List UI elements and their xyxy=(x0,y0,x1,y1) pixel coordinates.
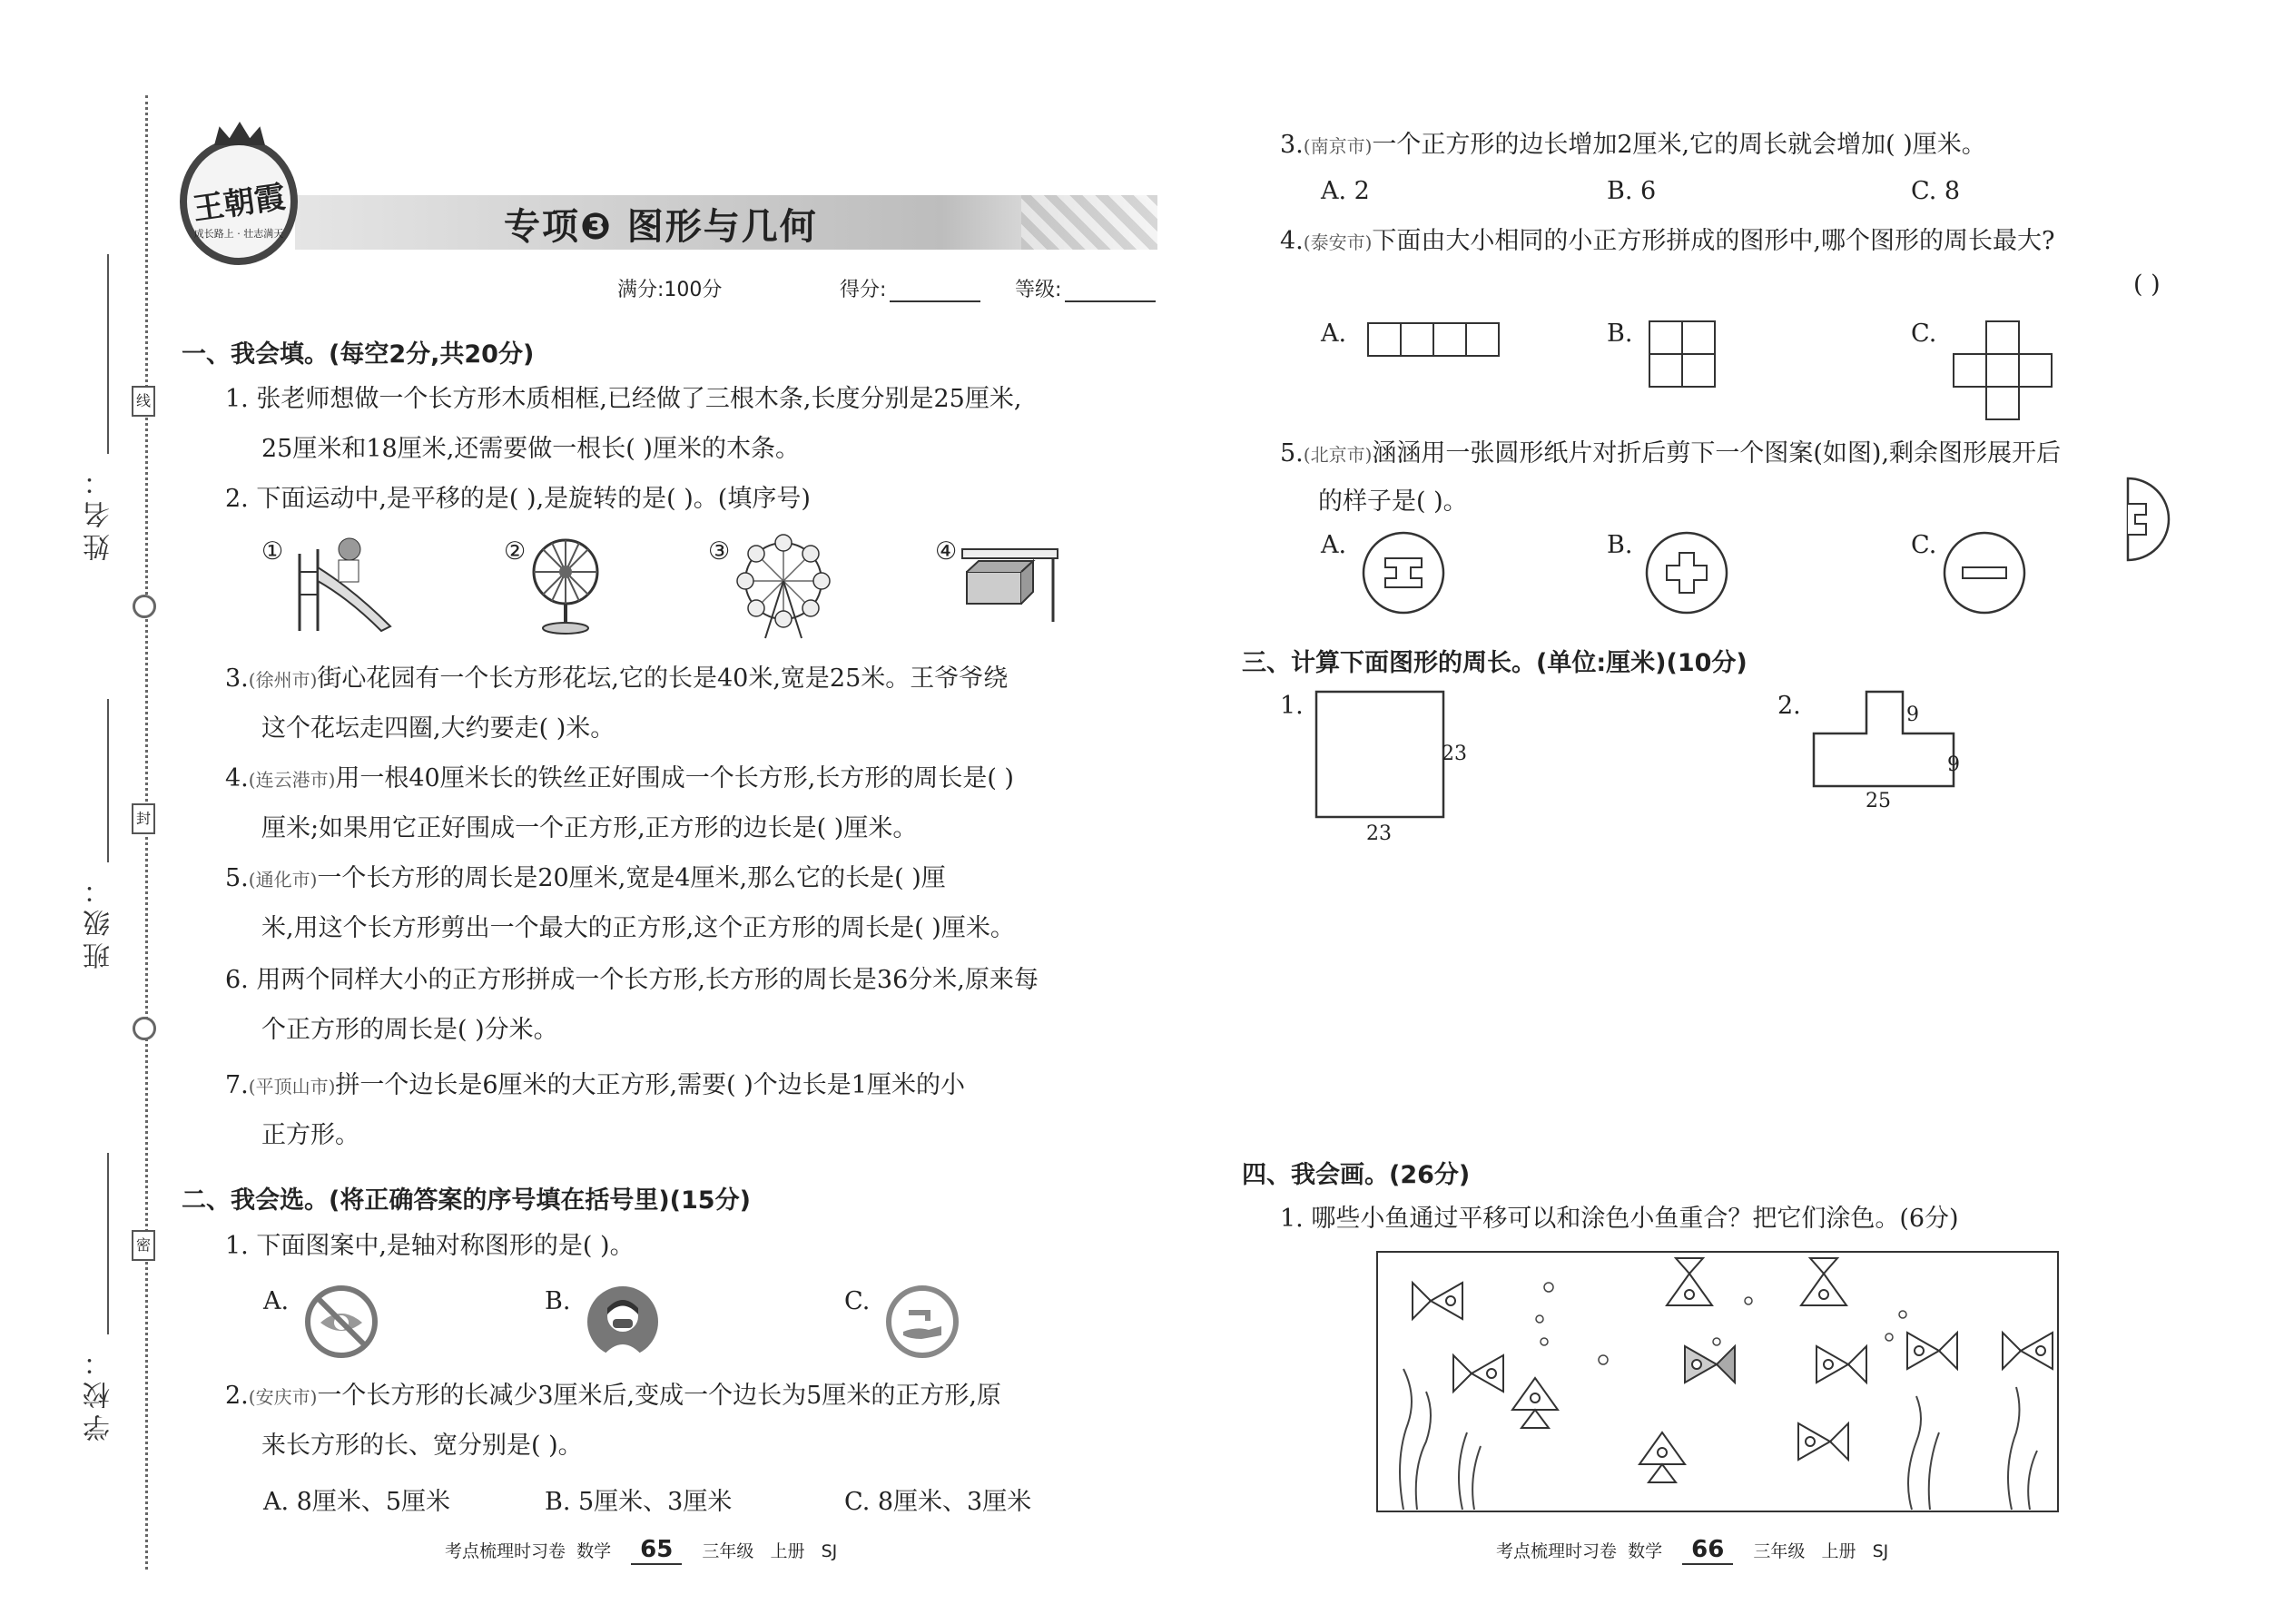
s2-q4-option-c: C. xyxy=(1911,320,1937,348)
s2-q5-option-b: B. xyxy=(1607,531,1633,559)
school-label: 学校： xyxy=(84,1343,115,1442)
name-blank xyxy=(107,254,109,454)
s2-q2-option-c: C. 8厘米、3厘米 xyxy=(844,1488,1032,1516)
t-shape-figure xyxy=(1812,690,1959,790)
s1-q1-line2: 25厘米和18厘米,还需要做一根长( )厘米的木条。 xyxy=(261,435,800,463)
s3-figure-2-number: 2. xyxy=(1777,692,1801,720)
s1-q2: 2. 下面运动中,是平移的是( ),是旋转的是( )。(填序号) xyxy=(225,485,811,513)
s1-q3-line2: 这个花坛走四圈,大约要走( )米。 xyxy=(261,714,615,743)
s1-q4-line1: 4.(连云港市)用一根40厘米长的铁丝正好围成一个长方形,长方形的周长是( ) xyxy=(225,764,1014,792)
class-label: 班级： xyxy=(84,871,115,969)
school-blank xyxy=(107,1153,109,1334)
square-figure xyxy=(1314,690,1449,819)
s2-q4: 4.(泰安市)下面由大小相同的小正方形拼成的图形中,哪个图形的周长最大? xyxy=(1280,227,2055,255)
s2-q4-answer-paren: ( ) xyxy=(2133,271,2161,299)
section-1-title: 一、我会填。(每空2分,共20分) xyxy=(182,340,535,369)
s2-q5-option-c: C. xyxy=(1911,531,1937,559)
s1-q7-line2: 正方形。 xyxy=(261,1121,359,1149)
s2-q3-option-b: B. 6 xyxy=(1607,177,1657,205)
square-bottom-label: 23 xyxy=(1366,822,1392,845)
s1-q7-line1: 7.(平顶山市)拼一个边长是6厘米的大正方形,需要( )个边长是1厘米的小 xyxy=(225,1071,965,1099)
slide-picture xyxy=(281,536,399,635)
s2-q1-option-c: C. xyxy=(844,1287,871,1315)
drawer-picture xyxy=(953,536,1062,626)
s2-q3-option-a: A. 2 xyxy=(1321,177,1370,205)
four-squares-row-figure xyxy=(1366,321,1501,358)
s1-q4-line2: 厘米;如果用它正好围成一个正方形,正方形的边长是( )厘米。 xyxy=(261,814,918,842)
hand-wash-sign-icon xyxy=(885,1284,960,1359)
s2-q4-option-b: B. xyxy=(1607,320,1633,348)
t-shape-bottom-label: 25 xyxy=(1866,790,1891,812)
s2-q2-line1: 2.(安庆市)一个长方形的长减少3厘米后,变成一个边长为5厘米的正方形,原 xyxy=(225,1382,1001,1410)
s4-q1: 1. 哪些小鱼通过平移可以和涂色小鱼重合？把它们涂色。(6分) xyxy=(1280,1205,1959,1233)
publisher-logo: 王朝霞 成长路上 · 壮志满天 xyxy=(180,138,298,265)
s2-q2-line2: 来长方形的长、宽分别是( )。 xyxy=(261,1432,583,1460)
name-label: 姓名： xyxy=(84,463,115,561)
s2-q1-option-b: B. xyxy=(545,1287,571,1315)
circle-i-cut-figure xyxy=(1362,531,1445,615)
mask-face-sign-icon xyxy=(586,1284,660,1359)
circle-plus-cut-figure xyxy=(1645,531,1728,615)
s1-q6-line2: 个正方形的周长是( )分米。 xyxy=(261,1016,558,1044)
cross-shape-figure xyxy=(1952,320,2053,421)
s1-q5-line1: 5.(通化市)一个长方形的周长是20厘米,宽是4厘米,那么它的长是( )厘 xyxy=(225,864,946,892)
s2-q5-line1: 5.(北京市)涵涵用一张圆形纸片对折后剪下一个图案(如图),剩余图形展开后 xyxy=(1280,439,2062,468)
grade-field: 等级: xyxy=(1015,274,1156,302)
no-peeking-sign-icon xyxy=(304,1284,379,1359)
motion-marker-1: ① xyxy=(261,537,284,566)
motion-marker-3: ③ xyxy=(708,537,731,566)
section-2-title: 二、我会选。(将正确答案的序号填在括号里)(15分) xyxy=(182,1186,751,1215)
s2-q3-option-c: C. 8 xyxy=(1911,177,1961,205)
motion-marker-4: ④ xyxy=(935,537,958,566)
footer-right: 考点梳理时习卷 数学 66 三年级 上册 SJ xyxy=(1496,1536,1889,1563)
binding-ring-icon xyxy=(133,595,156,618)
s1-q6-line1: 6. 用两个同样大小的正方形拼成一个长方形,长方形的周长是36分米,原来每 xyxy=(225,966,1039,994)
page-number: 66 xyxy=(1682,1536,1733,1565)
s2-q5-option-a: A. xyxy=(1321,531,1347,559)
circle-minus-cut-figure xyxy=(1943,531,2026,615)
section-3-title: 三、计算下面图形的周长。(单位:厘米)(10分) xyxy=(1242,649,1748,677)
t-shape-top-label: 9 xyxy=(1906,704,1919,726)
fish-tank-picture xyxy=(1376,1251,2059,1512)
s2-q4-option-a: A. xyxy=(1321,320,1347,348)
footer-left: 考点梳理时习卷 数学 65 三年级 上册 SJ xyxy=(445,1536,838,1563)
s2-q1-option-a: A. xyxy=(263,1287,290,1315)
cut-mark-line: 线 xyxy=(132,386,155,417)
s2-q2-option-a: A. 8厘米、5厘米 xyxy=(263,1488,451,1516)
s2-q5-line2: 的样子是( )。 xyxy=(1318,487,1468,516)
s3-figure-1-number: 1. xyxy=(1280,692,1304,720)
cut-mark-secret: 密 xyxy=(132,1230,155,1261)
s1-q1-line1: 1. 张老师想做一个长方形木质相框,已经做了三根木条,长度分别是25厘米, xyxy=(225,385,1022,413)
s2-q1: 1. 下面图案中,是轴对称图形的是( )。 xyxy=(225,1232,635,1260)
cut-mark-seal: 封 xyxy=(132,803,155,834)
section-4-title: 四、我会画。(26分) xyxy=(1242,1161,1471,1189)
s2-q3: 3.(南京市)一个正方形的边长增加2厘米,它的周长就会增加( )厘米。 xyxy=(1280,131,1986,159)
binding-ring-icon xyxy=(133,1017,156,1040)
fan-picture xyxy=(525,536,606,635)
folded-paper-figure xyxy=(2124,477,2179,563)
score-field: 得分: xyxy=(840,274,980,302)
motion-marker-2: ② xyxy=(504,537,527,566)
t-shape-right-label: 9 xyxy=(1947,753,1960,776)
two-by-two-square-figure xyxy=(1648,320,1717,389)
s1-q3-line1: 3.(徐州市)街心花园有一个长方形花坛,它的长是40米,宽是25米。王爷爷绕 xyxy=(225,664,1009,693)
full-score: 满分:100分 xyxy=(617,279,723,301)
s2-q2-option-b: B. 5厘米、3厘米 xyxy=(545,1488,733,1516)
class-blank xyxy=(107,699,109,862)
crown-icon xyxy=(214,122,265,145)
page-title: 专项❸ 图形与几何 xyxy=(504,206,818,248)
ferris-wheel-picture xyxy=(733,531,833,640)
s1-q5-line2: 米,用这个长方形剪出一个最大的正方形,这个正方形的周长是( )厘米。 xyxy=(261,914,1015,942)
square-side-label: 23 xyxy=(1442,743,1467,765)
page-number: 65 xyxy=(631,1536,682,1565)
